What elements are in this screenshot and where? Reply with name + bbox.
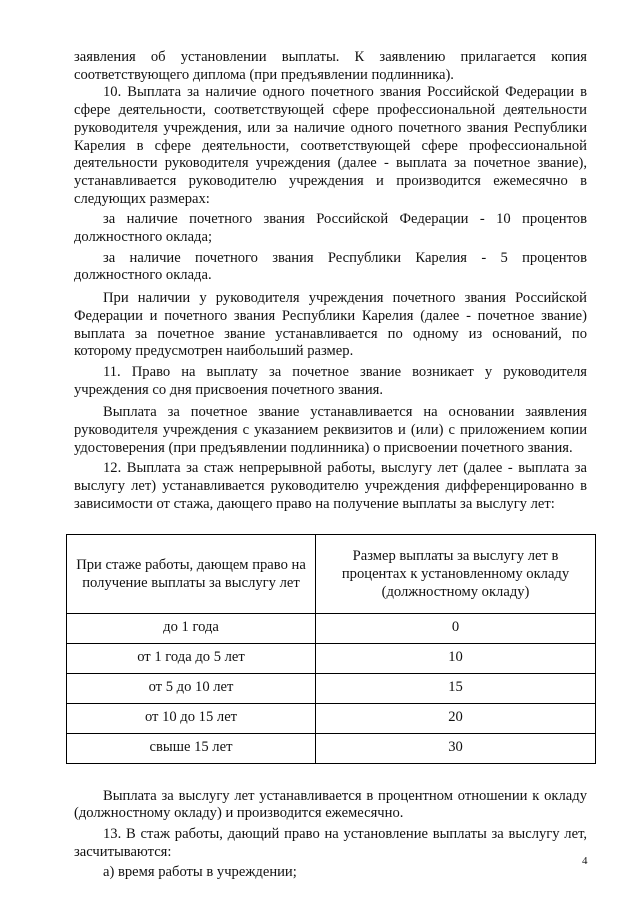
table-cell: 30 [316,733,596,763]
paragraph: а) время работы в учреждении; [103,864,297,881]
table-row [67,613,596,643]
table-cell: 15 [316,673,596,703]
table-cell: 0 [316,613,596,643]
page-content [74,49,587,882]
paragraph: При наличии у руководителя учреждения почетного звания Российской Федерации и почетного звания Республики Карелия (далее - почетное звание) выплата за почетное звание устанавливается по одному из оснований, по которому предусмотрен наибольший размер. [74,290,587,360]
paragraph: заявления об установлении выплаты. К заявлению прилагается копия соответствующего диплома (при предъявлении подлинника). [74,49,587,83]
table-row [67,733,596,763]
table-cell: свыше 15 лет [67,733,316,763]
paragraph: Выплата за выслугу лет устанавливается в процентном отношении к окладу (должностному окладу) и производится ежемесячно. [74,787,587,822]
table-cell: 20 [316,703,596,733]
paragraph: 13. В стаж работы, дающий право на установление выплаты за выслугу лет, засчитываются: [74,825,587,860]
table-cell: от 5 до 10 лет [67,673,316,703]
paragraph: за наличие почетного звания Республики Карелия - 5 процентов должностного оклада. [74,249,587,284]
table-cell: 10 [316,643,596,673]
seniority-table [66,534,596,764]
table-row [67,703,596,733]
table-cell: от 10 до 15 лет [67,703,316,733]
paragraph: Выплата за почетное звание устанавливается на основании заявления руководителя учреждения с указанием реквизитов и (или) с приложением копии удостоверения (при предъявлении подлинника) о присвоении почетного звания. [74,404,587,456]
table-row [67,673,596,703]
table-header-cell: При стаже работы, дающем право на получение выплаты за выслугу лет [67,534,316,613]
table-cell: до 1 года [67,613,316,643]
paragraph: за наличие почетного звания Российской Федерации - 10 процентов должностного оклада; [74,211,587,246]
paragraph: 11. Право на выплату за почетное звание возникает у руководителя учреждения со дня присвоения почетного звания. [74,363,587,398]
table-cell: от 1 года до 5 лет [67,643,316,673]
paragraph: 12. Выплата за стаж непрерывной работы, выслугу лет (далее - выплата за выслугу лет) устанавливается руководителю учреждения дифференцированно в зависимости от стажа, дающего право на получение выплаты за выслугу лет: [74,460,587,512]
table-header-cell: Размер выплаты за выслугу лет в процентах к установленному окладу (должностному окладу) [316,534,596,613]
paragraph: 10. Выплата за наличие одного почетного звания Российской Федерации в сфере деятельности, соответствующей сфере профессиональной деятельности руководителя учреждения, или за наличие одного почетного звания Республики Карелия в сфере деятельности, соответствующей сфере профессиональной деятельности руководителя учреждения (далее - выплата за почетное звание), устанавливается руководителю учреждения и производится ежемесячно в следующих размерах: [74,84,587,207]
page-number: 4 [582,855,588,867]
table-row [67,643,596,673]
table-header-row [67,534,596,613]
